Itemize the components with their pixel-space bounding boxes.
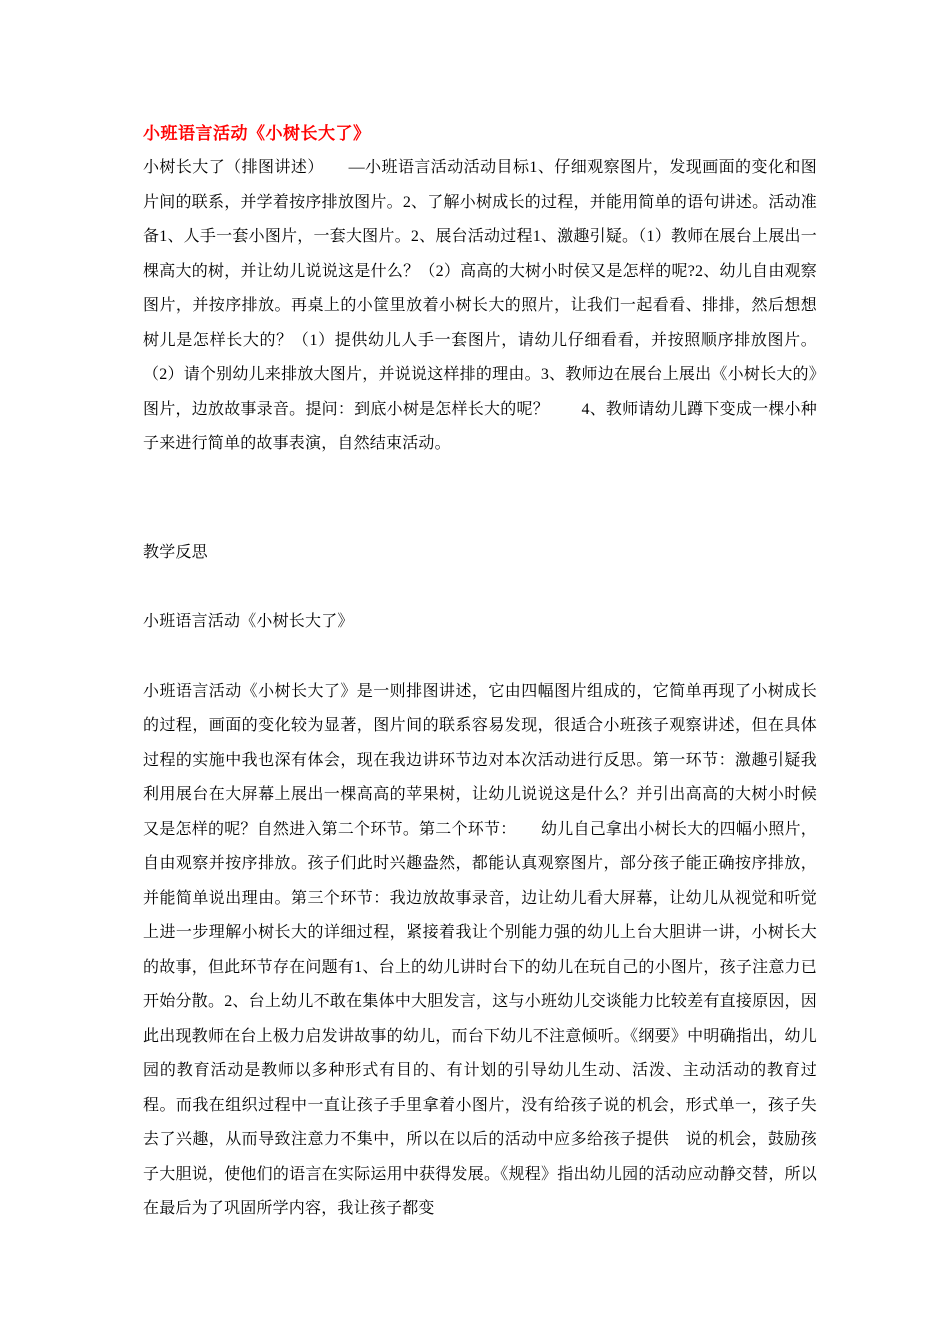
subheading-activity-title: 小班语言活动《小树长大了》 bbox=[143, 613, 354, 630]
document-title: 小班语言活动《小树长大了》 bbox=[143, 124, 371, 143]
paragraph-reflection-body: 小班语言活动《小树长大了》是一则排图讲述，它由四幅图片组成的，它简单再现了小树成长的过程，画面的变化较为显著，图片间的联系容易发现，很适合小班孩子观察讲述，但在具体过程的实施中我也深有体会，现在我边讲环节边对本次活动进行反思。第一环节：激趣引疑我利用展台在大屏幕上展出一棵高高的苹果树，让幼儿说说这是什么？并引出高高的大树小时候又是怎样的呢？自然进入第二个环节。第二个环节： 幼儿自己拿出小树长大的四幅小照片，自由观察并按序排放。孩子们此时兴趣盎然，都能认真观察图片，部分孩子能正确按序排放，并能简单说出理由。第三个环节：我边放故事录音，边让幼儿看大屏幕，让幼儿从视觉和听觉上进一步理解小树长大的详细过程，紧接着我让个别能力强的幼儿上台大胆讲一讲，小树长大的故事，但此环节存在问题有1、台上的幼儿讲时台下的幼儿在玩自己的小图片，孩子注意力已开始分散。2、台上幼儿不敢在集体中大胆发言，这与小班幼儿交谈能力比较差有直接原因，因此出现教师在台上极力启发讲故事的幼儿，而台下幼儿不注意倾听。《纲要》中明确指出，幼儿园的教育活动是教师以多种形式有目的、有计划的引导幼儿生动、活泼、主动活动的教育过程。而我在组织过程中一直让孩子手里拿着小图片，没有给孩子说的机会，形式单一，孩子失去了兴趣，从而导致注意力不集中，所以在以后的活动中应多给孩子提供 说的机会，鼓励孩子大胆说，使他们的语言在实际运用中获得发展。《规程》指出幼儿园的活动应动静交替，所以在最后为了巩固所学内容，我让孩子都变 bbox=[143, 682, 817, 1217]
heading-teaching-reflection: 教学反思 bbox=[143, 543, 208, 561]
paragraph-activity-plan: 小树长大了（排图讲述） —小班语言活动活动目标1、仔细观察图片，发现画面的变化和图片间的联系，并学着按序排放图片。2、了解小树成长的过程，并能用简单的语句讲述。活动准备1、人手一套小图片，一套大图片。2、展台活动过程1、激趣引疑。（1）教师在展台上展出一棵高大的树，并让幼儿说说这是什么？（2）高高的大树小时侯又是怎样的呢?2、幼儿自由观察图片，并按序排放。再桌上的小筐里放着小树长大的照片，让我们一起看看、排排，然后想想树儿是怎样长大的？（1）提供幼儿人手一套图片，请幼儿仔细看看，并按照顺序排放图片。（2）请个别幼儿来排放大图片，并说说这样排的理由。3、教师边在展台上展出《小树长大的》图片，边放故事录音。提问：到底小树是怎样长大的呢？ 4、教师请幼儿蹲下变成一棵小种子来进行简单的故事表演，自然结束活动。 bbox=[143, 159, 817, 452]
document-content bbox=[143, 116, 817, 1227]
